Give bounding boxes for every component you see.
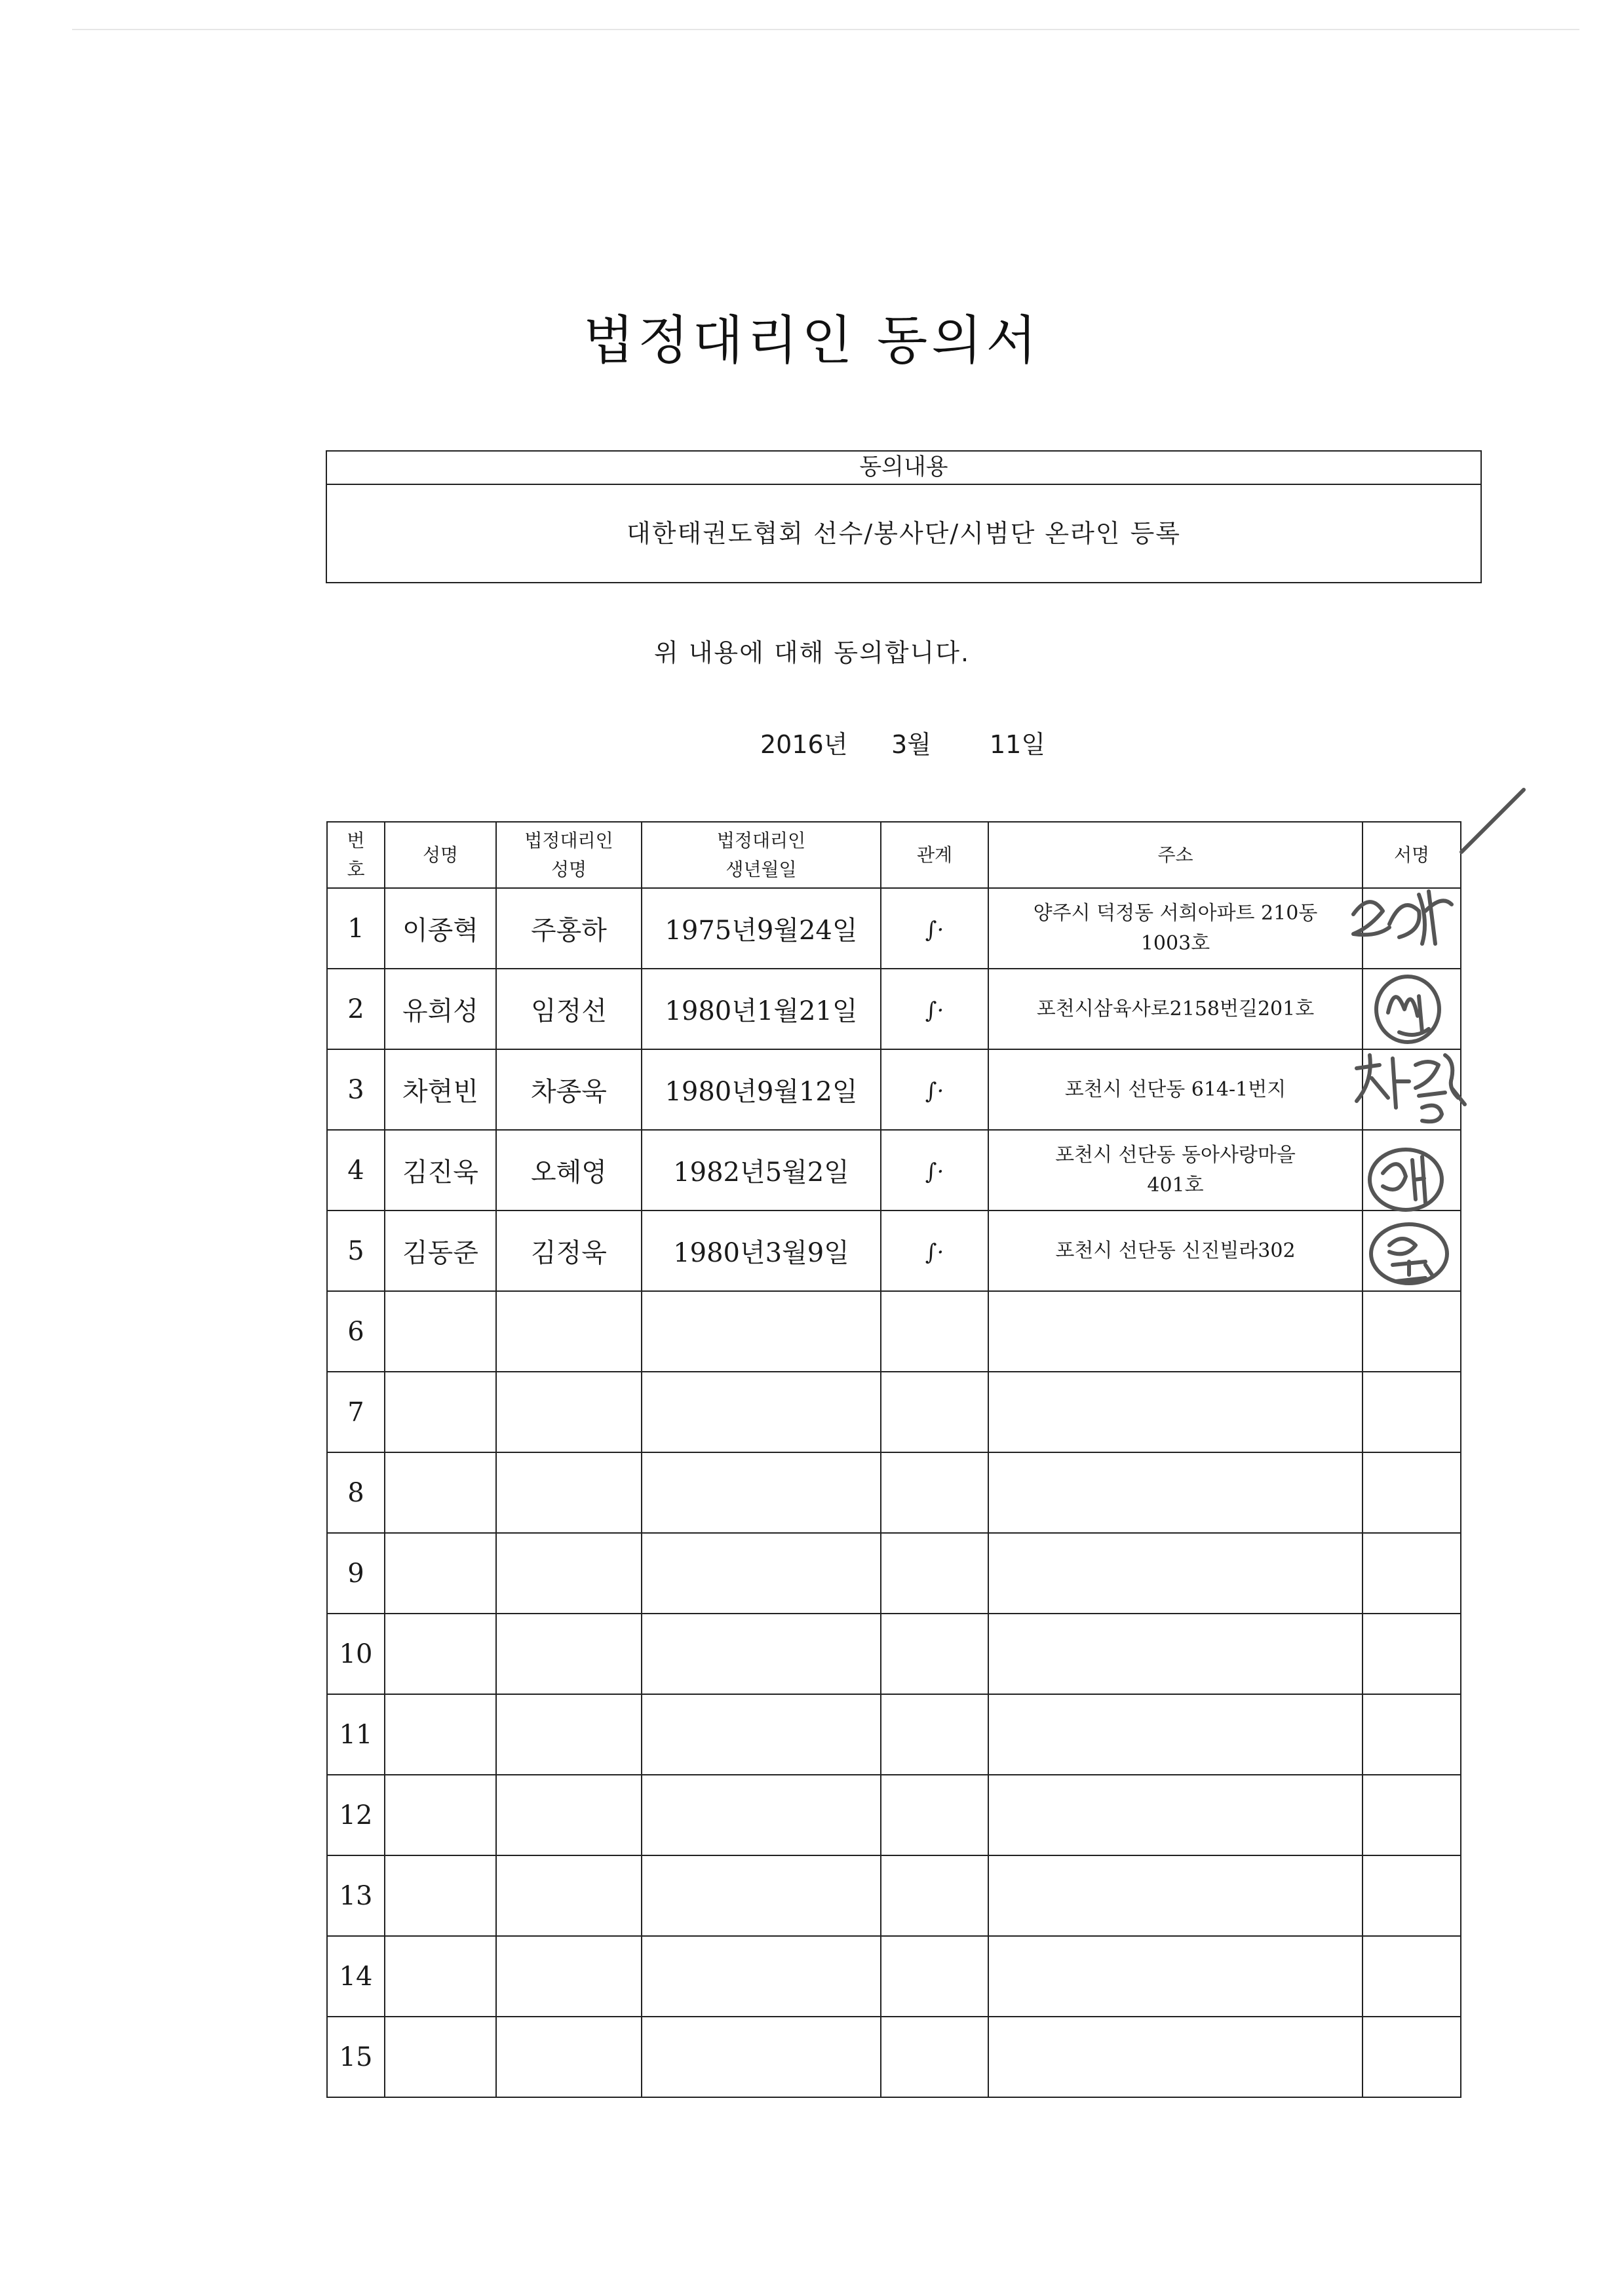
row-signature	[1363, 1614, 1461, 1694]
table-row	[327, 1694, 1461, 1775]
row-number: 15	[327, 2017, 385, 2097]
row-signature	[1363, 1049, 1461, 1130]
table-row	[327, 1775, 1461, 1855]
row-number: 13	[327, 1855, 385, 1936]
row-address: 포천시 선단동 614-1번지	[988, 1049, 1363, 1130]
row-name: 김동준	[385, 1211, 496, 1291]
row-guardian-name	[496, 1372, 642, 1452]
header-number: 번 호	[327, 822, 385, 888]
row-signature	[1363, 2017, 1461, 2097]
header-name: 성명	[385, 822, 496, 888]
header-address: 주소	[988, 822, 1363, 888]
row-number: 3	[327, 1049, 385, 1130]
consent-box	[326, 450, 1482, 583]
guardian-table	[326, 821, 1461, 2098]
row-name	[385, 1694, 496, 1775]
row-relation: ∫·	[881, 1130, 988, 1211]
row-guardian-name	[496, 1533, 642, 1614]
header-relation: 관계	[881, 822, 988, 888]
table-row	[327, 888, 1461, 969]
row-number: 5	[327, 1211, 385, 1291]
row-name	[385, 1855, 496, 1936]
row-name: 김진욱	[385, 1130, 496, 1211]
row-signature	[1363, 1694, 1461, 1775]
row-name	[385, 1775, 496, 1855]
header-guardian-birth: 법정대리인 생년월일	[642, 822, 881, 888]
row-guardian-birth	[642, 2017, 881, 2097]
row-guardian-birth	[642, 1694, 881, 1775]
date-month: 3월	[891, 730, 931, 759]
row-signature	[1363, 1533, 1461, 1614]
row-relation	[881, 2017, 988, 2097]
table-row	[327, 1130, 1461, 1211]
row-guardian-birth	[642, 1372, 881, 1452]
table-row	[327, 1291, 1461, 1372]
row-signature	[1363, 1372, 1461, 1452]
row-signature	[1363, 969, 1461, 1049]
row-number: 8	[327, 1452, 385, 1533]
row-number: 10	[327, 1614, 385, 1694]
row-name	[385, 1291, 496, 1372]
row-address: 포천시 선단동 신진빌라302	[988, 1211, 1363, 1291]
row-relation: ∫·	[881, 1211, 988, 1291]
row-guardian-name	[496, 1694, 642, 1775]
row-guardian-name: 임정선	[496, 969, 642, 1049]
row-guardian-birth	[642, 1291, 881, 1372]
row-guardian-birth	[642, 1936, 881, 2017]
row-guardian-birth	[642, 1855, 881, 1936]
row-guardian-birth: 1975년9월24일	[642, 888, 881, 969]
row-name: 유희성	[385, 969, 496, 1049]
row-signature	[1363, 1775, 1461, 1855]
row-name: 차현빈	[385, 1049, 496, 1130]
row-name	[385, 2017, 496, 2097]
row-number: 14	[327, 1936, 385, 2017]
row-number: 11	[327, 1694, 385, 1775]
row-address: 양주시 덕정동 서희아파트 210동 1003호	[988, 888, 1363, 969]
row-address	[988, 1855, 1363, 1936]
table-row	[327, 969, 1461, 1049]
row-guardian-name	[496, 1291, 642, 1372]
date-year: 2016년	[760, 730, 848, 759]
row-number: 4	[327, 1130, 385, 1211]
row-address: 포천시삼육사로2158번길201호	[988, 969, 1363, 1049]
row-address	[988, 1372, 1363, 1452]
row-relation	[881, 1291, 988, 1372]
consent-header: 동의내용	[327, 452, 1480, 485]
agreement-statement: 위 내용에 대해 동의합니다.	[653, 638, 971, 667]
row-relation	[881, 1855, 988, 1936]
consent-content: 대한태권도협회 선수/봉사단/시범단 온라인 등록	[626, 519, 1181, 548]
date-day: 11일	[990, 730, 1046, 759]
row-address	[988, 1533, 1363, 1614]
row-signature	[1363, 888, 1461, 969]
row-name	[385, 1936, 496, 2017]
row-guardian-name	[496, 1614, 642, 1694]
document-title: 법정대리인 동의서	[583, 310, 1041, 371]
row-name	[385, 1533, 496, 1614]
header-signature: 서명	[1363, 822, 1461, 888]
row-address: 포천시 선단동 동아사랑마을 401호	[988, 1130, 1363, 1211]
table-row	[327, 1533, 1461, 1614]
row-relation	[881, 1614, 988, 1694]
row-relation: ∫·	[881, 1049, 988, 1130]
row-guardian-birth	[642, 1452, 881, 1533]
row-guardian-name: 오혜영	[496, 1130, 642, 1211]
table-row	[327, 2017, 1461, 2097]
row-relation	[881, 1533, 988, 1614]
row-name	[385, 1372, 496, 1452]
row-address	[988, 2017, 1363, 2097]
row-guardian-name: 차종욱	[496, 1049, 642, 1130]
row-address	[988, 1452, 1363, 1533]
row-guardian-name	[496, 1775, 642, 1855]
row-relation	[881, 1775, 988, 1855]
table-row	[327, 1211, 1461, 1291]
row-relation	[881, 1452, 988, 1533]
table-header-row	[327, 822, 1461, 888]
row-guardian-birth	[642, 1533, 881, 1614]
row-name: 이종혁	[385, 888, 496, 969]
row-relation	[881, 1372, 988, 1452]
row-guardian-birth	[642, 1614, 881, 1694]
row-relation	[881, 1936, 988, 2017]
row-signature	[1363, 1452, 1461, 1533]
row-guardian-birth: 1980년9월12일	[642, 1049, 881, 1130]
row-relation: ∫·	[881, 888, 988, 969]
row-name	[385, 1452, 496, 1533]
row-address	[988, 1775, 1363, 1855]
row-address	[988, 1291, 1363, 1372]
row-number: 7	[327, 1372, 385, 1452]
table-row	[327, 1372, 1461, 1452]
table-row	[327, 1452, 1461, 1533]
row-number: 12	[327, 1775, 385, 1855]
row-address	[988, 1694, 1363, 1775]
row-guardian-birth: 1980년1월21일	[642, 969, 881, 1049]
row-signature	[1363, 1855, 1461, 1936]
row-guardian-name: 김정욱	[496, 1211, 642, 1291]
scan-edge-line	[72, 29, 1579, 30]
row-number: 9	[327, 1533, 385, 1614]
row-signature	[1363, 1936, 1461, 2017]
row-signature	[1363, 1211, 1461, 1291]
row-relation: ∫·	[881, 969, 988, 1049]
row-guardian-name	[496, 2017, 642, 2097]
row-guardian-name	[496, 1452, 642, 1533]
row-signature	[1363, 1130, 1461, 1211]
row-number: 2	[327, 969, 385, 1049]
row-guardian-birth: 1980년3월9일	[642, 1211, 881, 1291]
table-row	[327, 1855, 1461, 1936]
row-number: 6	[327, 1291, 385, 1372]
table-row	[327, 1936, 1461, 2017]
row-guardian-birth	[642, 1775, 881, 1855]
row-number: 1	[327, 888, 385, 969]
row-guardian-birth: 1982년5월2일	[642, 1130, 881, 1211]
row-guardian-name	[496, 1855, 642, 1936]
row-relation	[881, 1694, 988, 1775]
header-guardian-name: 법정대리인 성명	[496, 822, 642, 888]
row-signature	[1363, 1291, 1461, 1372]
row-address	[988, 1614, 1363, 1694]
table-row	[327, 1614, 1461, 1694]
row-guardian-name	[496, 1936, 642, 2017]
row-name	[385, 1614, 496, 1694]
row-address	[988, 1936, 1363, 2017]
table-row	[327, 1049, 1461, 1130]
row-guardian-name: 주홍하	[496, 888, 642, 969]
